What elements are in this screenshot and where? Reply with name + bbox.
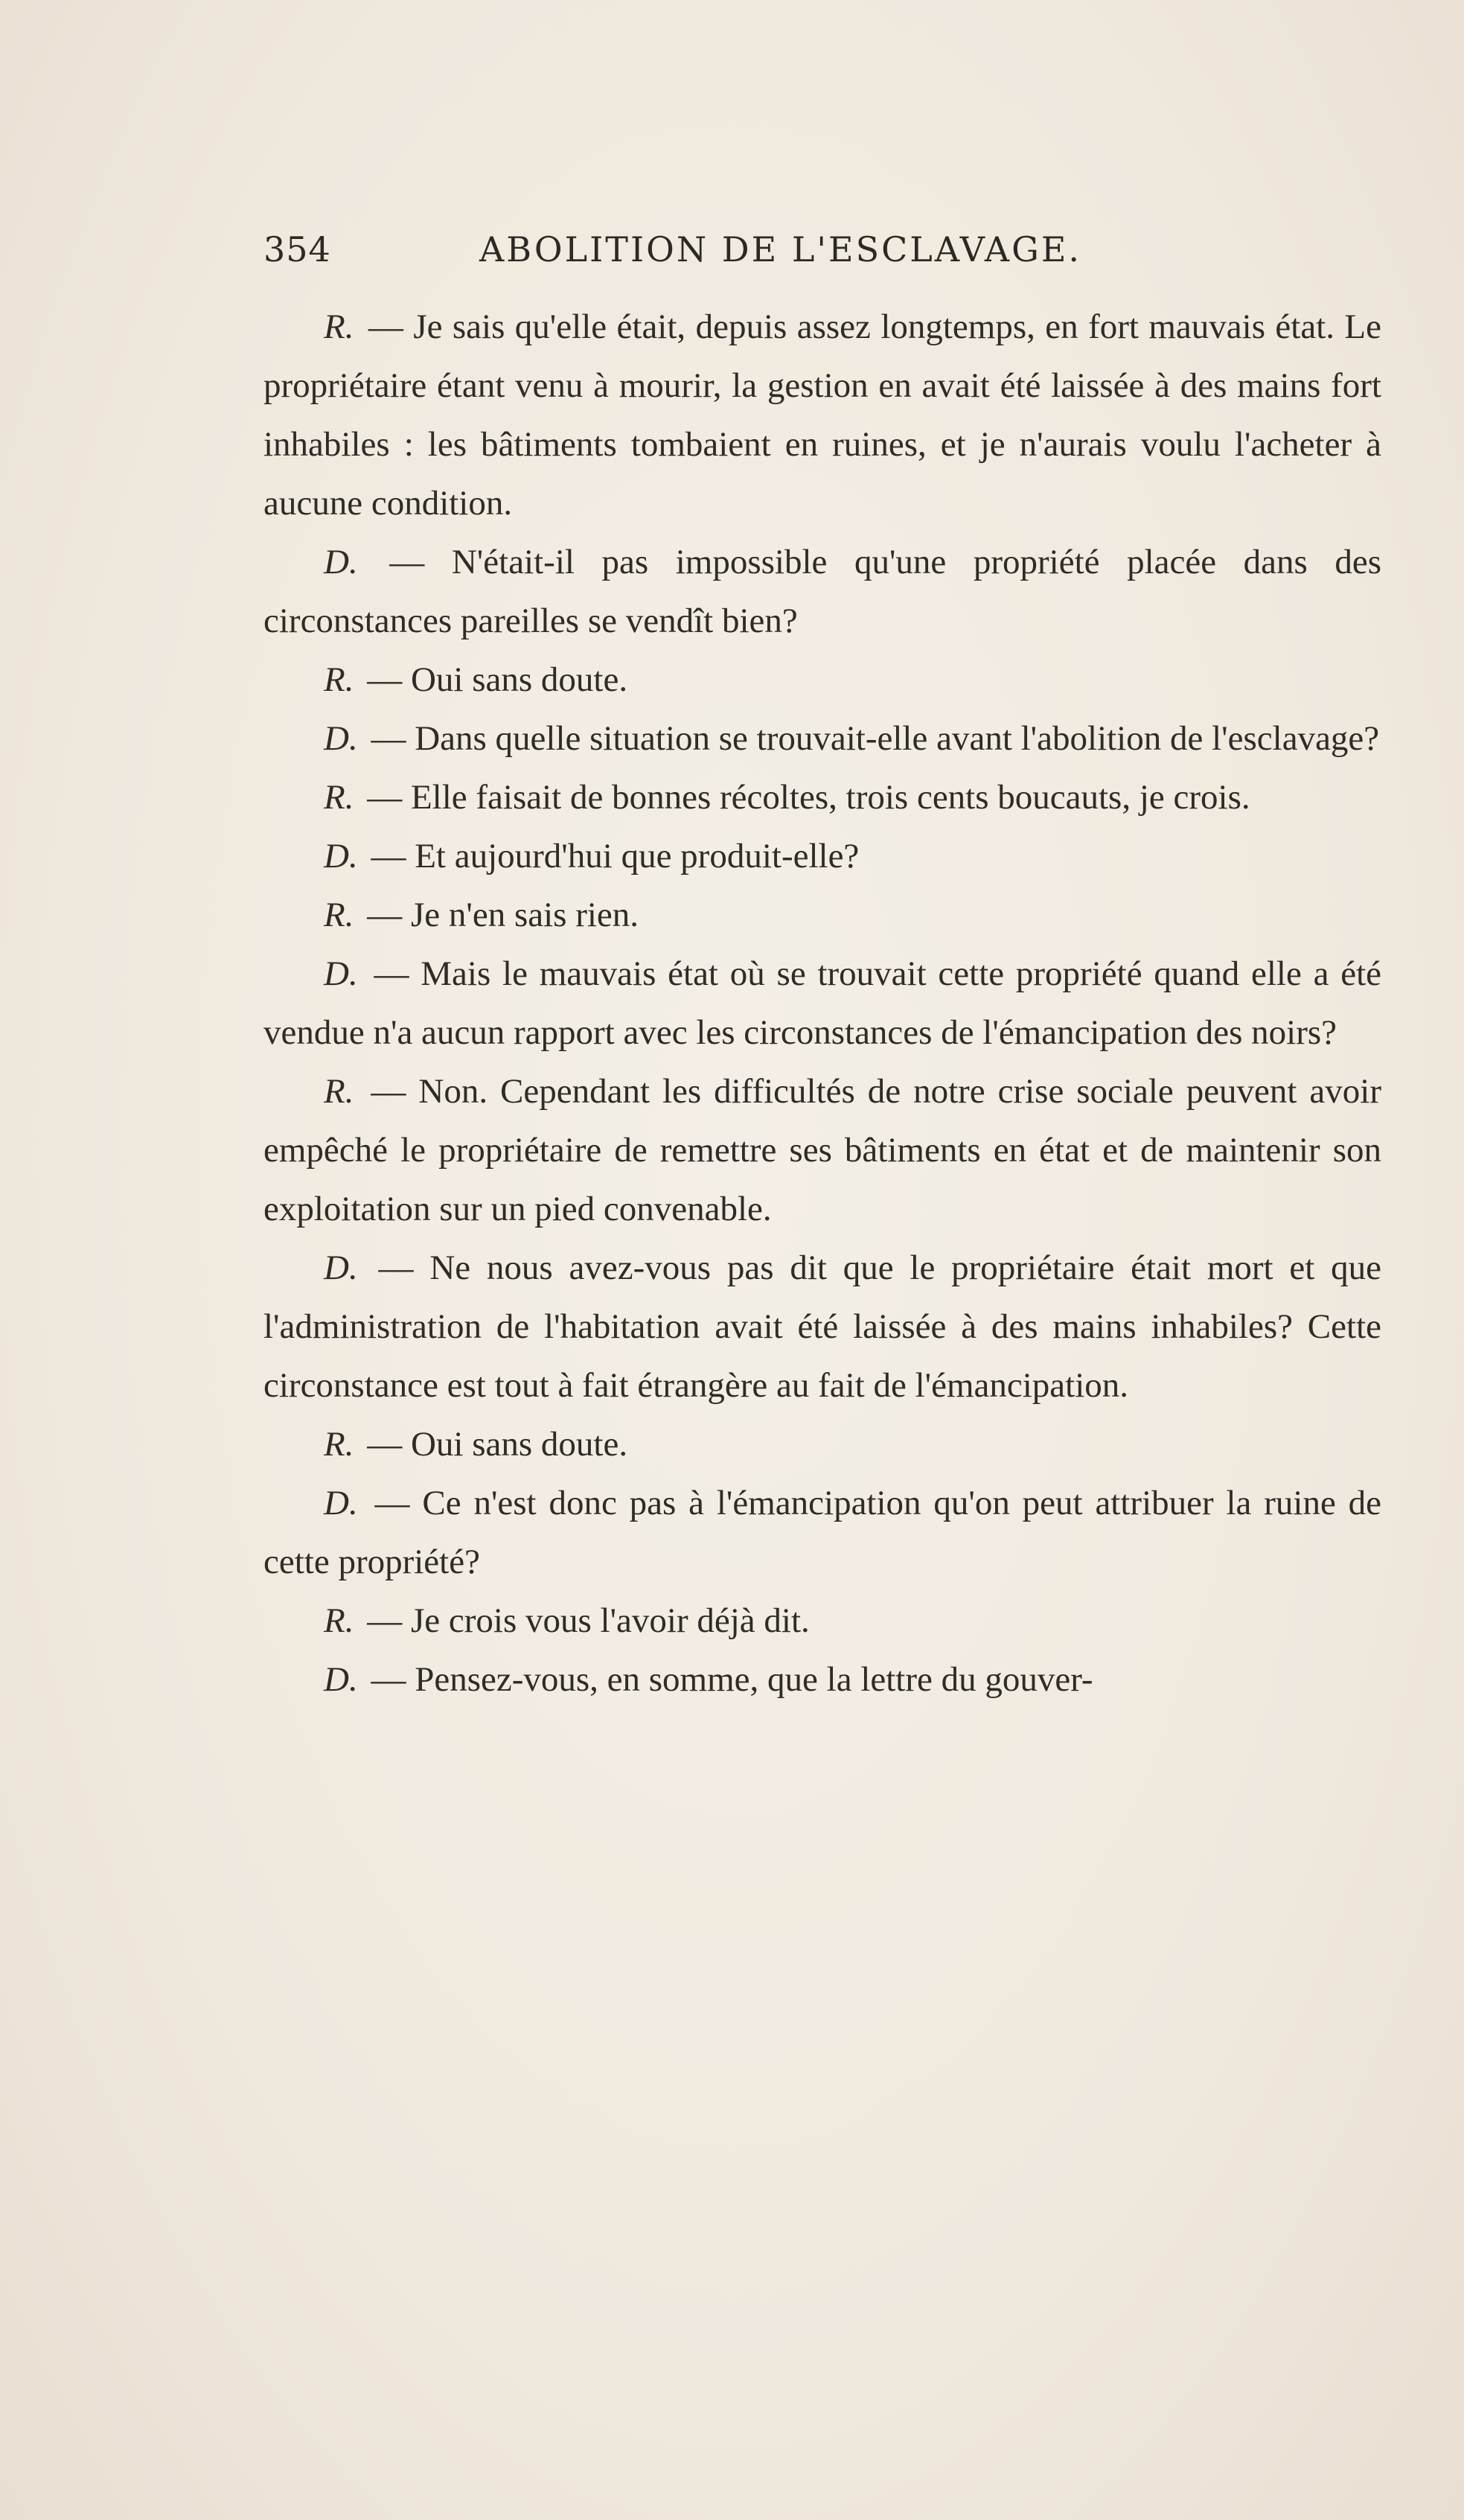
paragraph-text: Oui sans doute. (410, 660, 628, 699)
paragraph-text: Je n'en sais rien. (410, 896, 639, 934)
speaker-label: R. (324, 896, 354, 934)
em-dash: — (378, 1248, 414, 1287)
em-dash: — (374, 1484, 410, 1522)
paragraph-text: Elle faisait de bonnes récoltes, trois cents boucauts, je crois. (410, 778, 1250, 817)
em-dash: — (368, 307, 403, 346)
paragraph-text: Je sais qu'elle était, depuis assez longtemps, en fort mauvais état. Le propriétaire étant venu à mourir, la gestion en avait été laissée à des mains fort inhabiles : les bâtiments tombaient en ruines, et je n'aurais voulu l'acheter à aucune condition. (263, 307, 1382, 523)
speaker-label: R. (324, 778, 354, 817)
speaker-label: R. (324, 307, 354, 346)
dialogue-paragraph (263, 1415, 1381, 1474)
speaker-label: D. (324, 1248, 358, 1287)
dialogue-paragraph (263, 1474, 1381, 1592)
em-dash: — (371, 719, 406, 758)
em-dash: — (367, 1601, 403, 1640)
dialogue-paragraph (263, 533, 1381, 651)
speaker-label: R. (324, 660, 354, 699)
em-dash: — (371, 1660, 406, 1699)
speaker-label: D. (324, 1660, 358, 1699)
paragraph-text: Dans quelle situation se trouvait-elle avant l'abolition de l'esclavage? (415, 719, 1380, 758)
speaker-label: D. (324, 719, 358, 758)
em-dash: — (367, 660, 403, 699)
dialogue-paragraph (263, 1650, 1381, 1709)
speaker-label: R. (324, 1072, 354, 1111)
speaker-label: R. (324, 1425, 354, 1464)
paragraph-text: Mais le mauvais état où se trouvait cette propriété quand elle a été vendue n'a aucun rapport avec les circonstances de l'émancipation des noirs? (263, 954, 1382, 1052)
dialogue-paragraph (263, 1062, 1381, 1239)
paragraph-text: Pensez-vous, en somme, que la lettre du gouver- (415, 1660, 1093, 1699)
em-dash: — (371, 837, 406, 875)
em-dash: — (367, 1425, 403, 1464)
running-title: ABOLITION DE L'ESCLAVAGE. (479, 229, 1082, 269)
em-dash: — (371, 1072, 406, 1111)
dialogue-paragraph (263, 768, 1381, 827)
dialogue-paragraph (263, 1592, 1381, 1650)
dialogue-paragraph (263, 651, 1381, 709)
speaker-label: D. (324, 954, 358, 993)
speaker-label: D. (324, 1484, 358, 1522)
page-header (263, 229, 1231, 289)
em-dash: — (367, 778, 403, 817)
dialogue-paragraph (263, 709, 1381, 768)
paragraph-text: Ne nous avez-vous pas dit que le propriétaire était mort et que l'administration de l'habitation avait été laissée à des mains inhabiles? Cette circonstance est tout à fait étrangère au fait de l'émancipation. (263, 1248, 1382, 1405)
dialogue-paragraph (263, 945, 1381, 1062)
dialogue-paragraph (263, 1239, 1381, 1415)
speaker-label: D. (324, 837, 358, 875)
paragraph-text: Je crois vous l'avoir déjà dit. (410, 1601, 810, 1640)
em-dash: — (374, 954, 409, 993)
speaker-label: D. (324, 543, 358, 581)
dialogue-paragraph (263, 886, 1381, 945)
page-body (263, 298, 1381, 1709)
em-dash: — (389, 543, 425, 581)
paragraph-text: N'était-il pas impossible qu'une propriété placée dans des circonstances pareilles se vendît bien? (263, 543, 1382, 640)
page-number: 354 (263, 229, 331, 269)
paragraph-text: Oui sans doute. (410, 1425, 628, 1464)
em-dash: — (367, 896, 403, 934)
dialogue-paragraph (263, 298, 1381, 533)
paragraph-text: Et aujourd'hui que produit-elle? (415, 837, 860, 875)
dialogue-paragraph (263, 827, 1381, 886)
speaker-label: R. (324, 1601, 354, 1640)
paragraph-text: Non. Cependant les difficultés de notre crise sociale peuvent avoir empêché le propriétaire de remettre ses bâtiments en état et de maintenir son exploitation sur un pied convenable. (263, 1072, 1381, 1228)
paragraph-text: Ce n'est donc pas à l'émancipation qu'on peut attribuer la ruine de cette propriété? (263, 1484, 1382, 1581)
